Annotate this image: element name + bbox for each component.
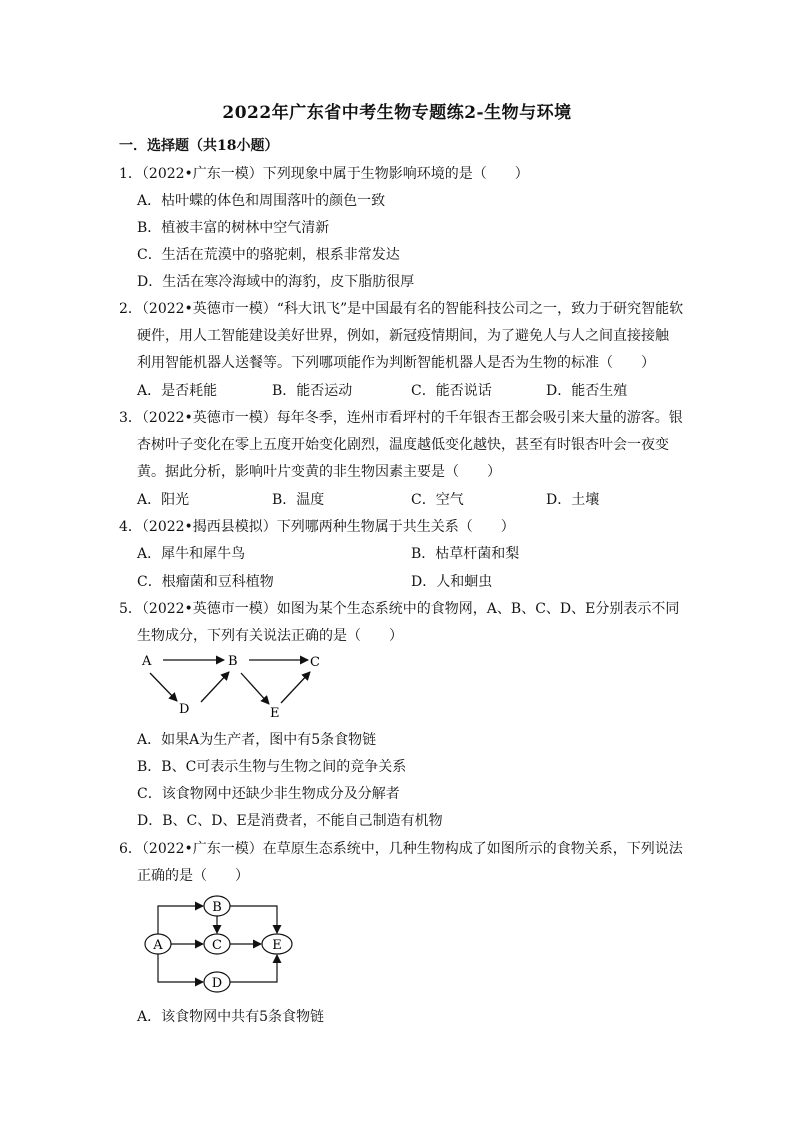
node-label-e: E [272,938,282,953]
question-2-text-line-3: 利用智能机器人送餐等。下列哪项能作为判断智能机器人是否为生物的标准（ ） [137,355,655,371]
question-3-text-line-2: 杏树叶子变化在零上五度开始变化剧烈，温度越低变化越快，甚至有时银杏叶会一夜变 [137,437,669,453]
question-1-option-c: C．生活在荒漠中的骆驼刺，根系非常发达 [137,247,400,263]
question-4-option-a: A．犀牛和犀牛鸟 [137,546,246,562]
document-title: 2022年广东省中考生物专题练2-生物与环境 [222,103,572,123]
node-label-e: E [270,706,280,721]
question-1-option-a: A．枯叶蝶的体色和周围落叶的颜色一致 [137,193,386,209]
question-4-option-c: C．根瘤菌和豆科植物 [137,574,274,590]
question-5-option-a: A．如果A为生产者，图中有5条食物链 [137,732,377,748]
question-5-text-line-2: 生物成分，下列有关说法正确的是（ ） [137,628,403,644]
node-label-b: B [228,654,238,669]
node-label-d: D [179,702,190,717]
arrow-a-to-b [158,906,203,934]
question-2-option-c: C．能否说话 [411,383,492,399]
question-1-option-d: D．生活在寒冷海域中的海豹，皮下脂肪很厚 [137,274,415,290]
section-heading: 一．选择题（共18小题） [119,138,279,154]
question-3-option-d: D．土壤 [546,492,600,508]
node-label-c: C [310,655,320,670]
question-2-text-line-2: 硬件，用人工智能建设美好世界，例如，新冠疫情期间，为了避免人与人之间直接接触 [137,328,669,344]
question-3-option-c: C．空气 [411,492,464,508]
question-3-option-b: B．温度 [272,492,325,508]
question-1-text: 1．（2022•广东一模）下列现象中属于生物影响环境的是（ ） [119,166,529,182]
question-3-text-line-3: 黄。据此分析，影响叶片变黄的非生物因素主要是（ ） [137,464,501,480]
arrow-e-to-c [281,672,310,703]
arrow-b-to-e [241,673,269,704]
question-4-text: 4．（2022•揭西县模拟）下列哪两种生物属于共生关系（ ） [119,519,515,535]
node-label-a: A [142,654,152,669]
node-label-d: D [211,976,223,991]
arrow-b-to-e [230,906,277,933]
question-5-option-b: B．B、C可表示生物与生物之间的竞争关系 [137,759,407,775]
node-label-b: B [212,900,222,915]
question-4-option-b: B．枯草杆菌和梨 [411,546,520,562]
question-2-text-line-1: 2．（2022•英德市一模）“科大讯飞”是中国最有名的智能科技公司之一，致力于研究智能软 [119,301,684,317]
question-2-option-b: B．能否运动 [272,383,353,399]
arrow-a-to-d [158,954,203,982]
question-6-option-a: A．该食物网中共有5条食物链 [137,1009,325,1025]
arrow-a-to-d [150,673,177,701]
question-2-option-a: A．是否耗能 [137,383,218,399]
question-6-text-line-1: 6．（2022•广东一模）在草原生态系统中，几种生物构成了如图所示的食物关系，下列说法 [119,841,683,857]
arrow-d-to-b [201,672,229,702]
question-2-option-d: D．能否生殖 [546,383,628,399]
question-5-option-d: D．B、C、D、E是消费者，不能自己制造有机物 [137,813,443,829]
question-3-text-line-1: 3．（2022•英德市一模）每年冬季，连州市看坪村的千年银杏王都会吸引来大量的游客。银 [119,410,683,426]
question-1-option-b: B．植被丰富的树林中空气清新 [137,220,330,236]
arrow-d-to-e [230,955,277,982]
food-web-diagram-q5 [130,650,340,725]
question-5-option-c: C．该食物网中还缺少非生物成分及分解者 [137,786,400,802]
question-5-text-line-1: 5．（2022•英德市一模）如图为某个生态系统中的食物网，A、B、C、D、E分别表示不同 [119,601,680,617]
node-label-c: C [212,938,222,953]
food-web-diagram-q6 [140,892,310,1004]
question-4-option-d: D．人和蛔虫 [411,574,493,590]
question-3-option-a: A．阳光 [137,492,190,508]
question-6-text-line-2: 正确的是（ ） [137,868,249,884]
node-label-a: A [153,938,163,953]
